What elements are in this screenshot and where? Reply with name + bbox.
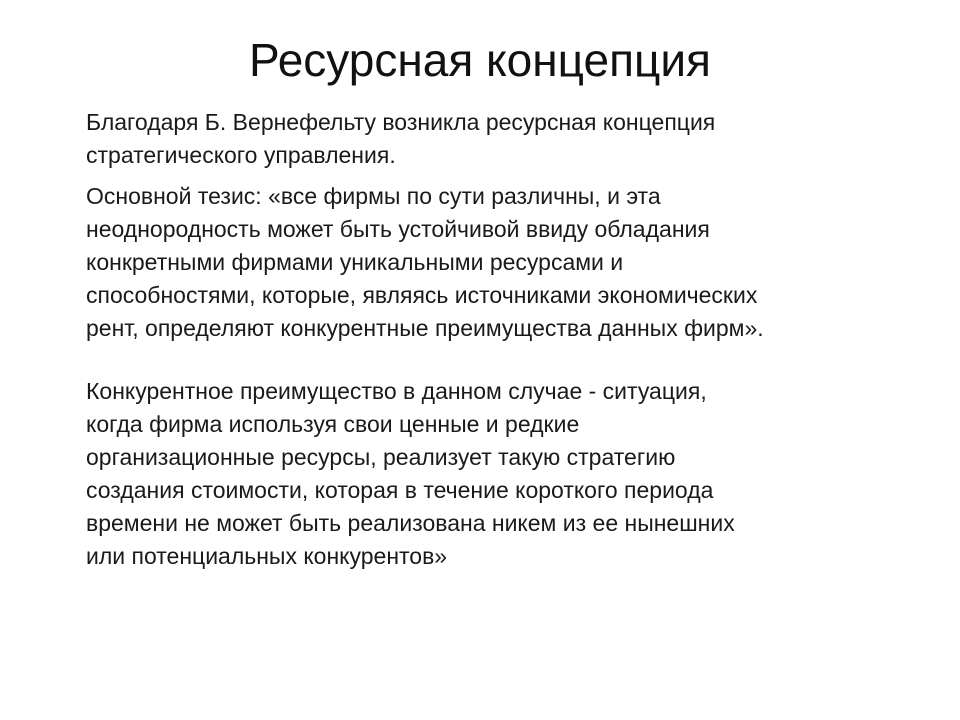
text-line: когда фирма используя свои ценные и редкие <box>86 411 580 437</box>
text-line: Благодаря Б. Вернефельту возникла ресурсная концепция <box>86 109 716 135</box>
paragraph-thesis <box>86 180 886 345</box>
text-line: стратегического управления. <box>86 142 396 168</box>
text-line: организационные ресурсы, реализует такую стратегию <box>86 444 676 470</box>
text-line: рент, определяют конкурентные преимущества данных фирм». <box>86 315 764 341</box>
paragraph-competitive-advantage <box>86 375 886 573</box>
text-line: конкретными фирмами уникальными ресурсами и <box>86 249 624 275</box>
text-line: Основной тезис: «все фирмы по сути различны, и эта <box>86 183 661 209</box>
text-line: времени не может быть реализована никем из ее нынешних <box>86 510 735 536</box>
text-line: или потенциальных конкурентов» <box>86 543 448 569</box>
text-line: Конкурентное преимущество в данном случае - ситуация, <box>86 378 707 404</box>
slide-title: Ресурсная концепция <box>249 34 711 86</box>
text-line: неоднородность может быть устойчивой ввиду обладания <box>86 216 710 242</box>
paragraph-intro <box>86 106 886 172</box>
text-line: создания стоимости, которая в течение короткого периода <box>86 477 714 503</box>
text-line: способностями, которые, являясь источниками экономических <box>86 282 758 308</box>
slide-body <box>86 106 886 581</box>
